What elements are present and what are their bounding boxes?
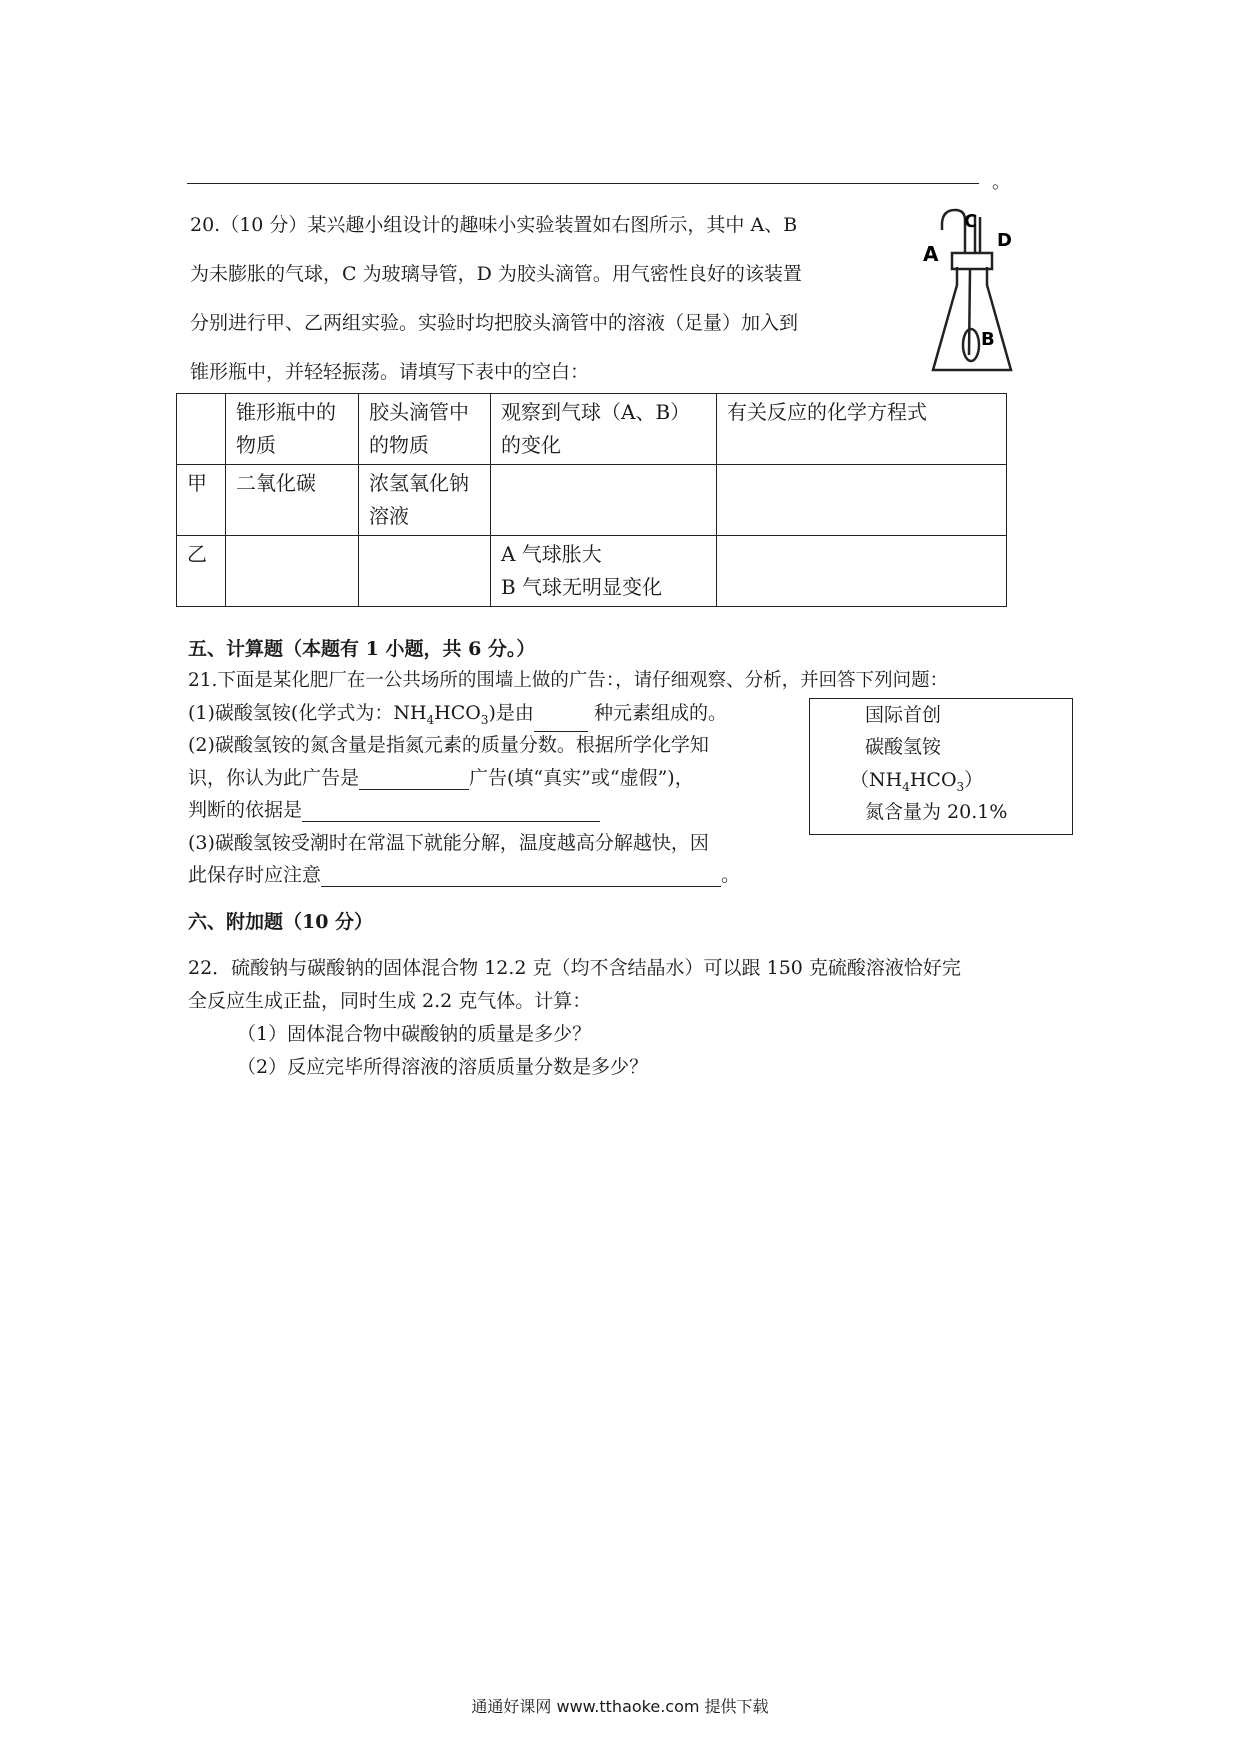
answer-cell[interactable] (359, 536, 491, 607)
answer-blank[interactable] (321, 866, 721, 887)
q22-line-1: 22．硫酸钠与碳酸钠的固体混合物 12.2 克（均不含结晶水）可以跟 150 克硫酸溶液恰好完 (188, 957, 961, 979)
advertisement-box (809, 698, 1073, 835)
ad-line-3: $(NH_4HCO_3)$ (850, 769, 984, 794)
experiment-table (176, 393, 1007, 607)
change-a: A 气球胀大 (501, 542, 602, 566)
row-label: 甲 (177, 465, 226, 536)
q21-intro: 21.下面是某化肥厂在一公共场所的围墙上做的广告：，请仔细观察、分析，并回答下列问题： (188, 670, 949, 691)
answer-cell[interactable] (491, 465, 717, 536)
ad-line-4: 氮含量为 20.1% (865, 801, 1008, 823)
q20-line-4: 锥形瓶中，并轻轻振荡。请填写下表中的空白： (190, 361, 590, 383)
change-b: B 气球无明显变化 (501, 575, 663, 599)
q21-part1: (1)碳酸氢铵(化学式为：$NH_4HCO_3$)是由 种元素组成的。 (188, 701, 727, 732)
answer-blank[interactable] (534, 711, 588, 732)
table-row (177, 536, 1007, 607)
q20-line-2: 为未膨胀的气球，C 为玻璃导管，D 为胶头滴管。用气密性良好的该装置 (190, 263, 802, 285)
footer-credit: 通通好课网 www.tthaoke.com 提供下载 (471, 1697, 769, 1716)
table-cell (491, 536, 717, 607)
balloon-b (963, 329, 979, 361)
header-cell: 有关反应的化学方程式 (717, 394, 1007, 465)
header-cell: 胶头滴管中的物质 (359, 394, 491, 465)
q22-line-2: 全反应生成正盐，同时生成 2.2 克气体。计算： (188, 990, 592, 1012)
q21-part3-line2: 此保存时应注意 。 (188, 864, 741, 886)
answer-cell[interactable] (717, 536, 1007, 607)
label-d: D (997, 230, 1012, 251)
section-5-title: 五、计算题（本题有 1 小题，共 6 分。） (188, 638, 536, 660)
answer-blank[interactable] (359, 769, 469, 790)
q20-line-1: 20.（10 分）某兴趣小组设计的趣味小实验装置如右图所示，其中 A、B (190, 214, 798, 236)
q22-sub-1: （1）固体混合物中碳酸钠的质量是多少？ (237, 1023, 592, 1045)
answer-blank[interactable] (302, 801, 600, 822)
label-b: B (981, 329, 995, 350)
header-cell: 观察到气球（A、B）的变化 (491, 394, 717, 465)
answer-line (187, 183, 979, 184)
apparatus-figure (905, 205, 1040, 380)
header-cell: 锥形瓶中的物质 (226, 394, 359, 465)
table-row (177, 465, 1007, 536)
table-header-row (177, 394, 1007, 465)
balloon-b-tube (969, 269, 970, 355)
section-6-title: 六、附加题（10 分） (188, 911, 374, 933)
answer-cell[interactable] (717, 465, 1007, 536)
answer-cell[interactable] (226, 536, 359, 607)
ad-line-1: 国际首创 (865, 704, 942, 726)
q21-part3-line1: (3)碳酸氢铵受潮时在常温下就能分解，温度越高分解越快，因 (188, 832, 709, 854)
q22-sub-2: （2）反应完毕所得溶液的溶质质量分数是多少？ (237, 1056, 649, 1078)
row-label: 乙 (177, 536, 226, 607)
answer-line-period: 。 (992, 172, 1010, 193)
table-cell: 浓氢氧化钠溶液 (359, 465, 491, 536)
header-cell (177, 394, 226, 465)
label-a: A (923, 242, 939, 266)
table-cell: 二氧化碳 (226, 465, 359, 536)
q21-part2-line1: (2)碳酸氢铵的氮含量是指氮元素的质量分数。根据所学化学知 (188, 734, 709, 756)
label-c: C (964, 211, 978, 232)
q21-part2-line3: 判断的依据是 (188, 798, 600, 822)
ad-line-2: 碳酸氢铵 (865, 736, 942, 758)
q21-part2-line2: 识，你认为此广告是 广告(填“真实”或“虚假”)， (188, 767, 694, 789)
q20-line-3: 分别进行甲、乙两组实验。实验时均把胶头滴管中的溶液（足量）加入到 (190, 312, 799, 334)
glass-tube-c (942, 210, 965, 253)
